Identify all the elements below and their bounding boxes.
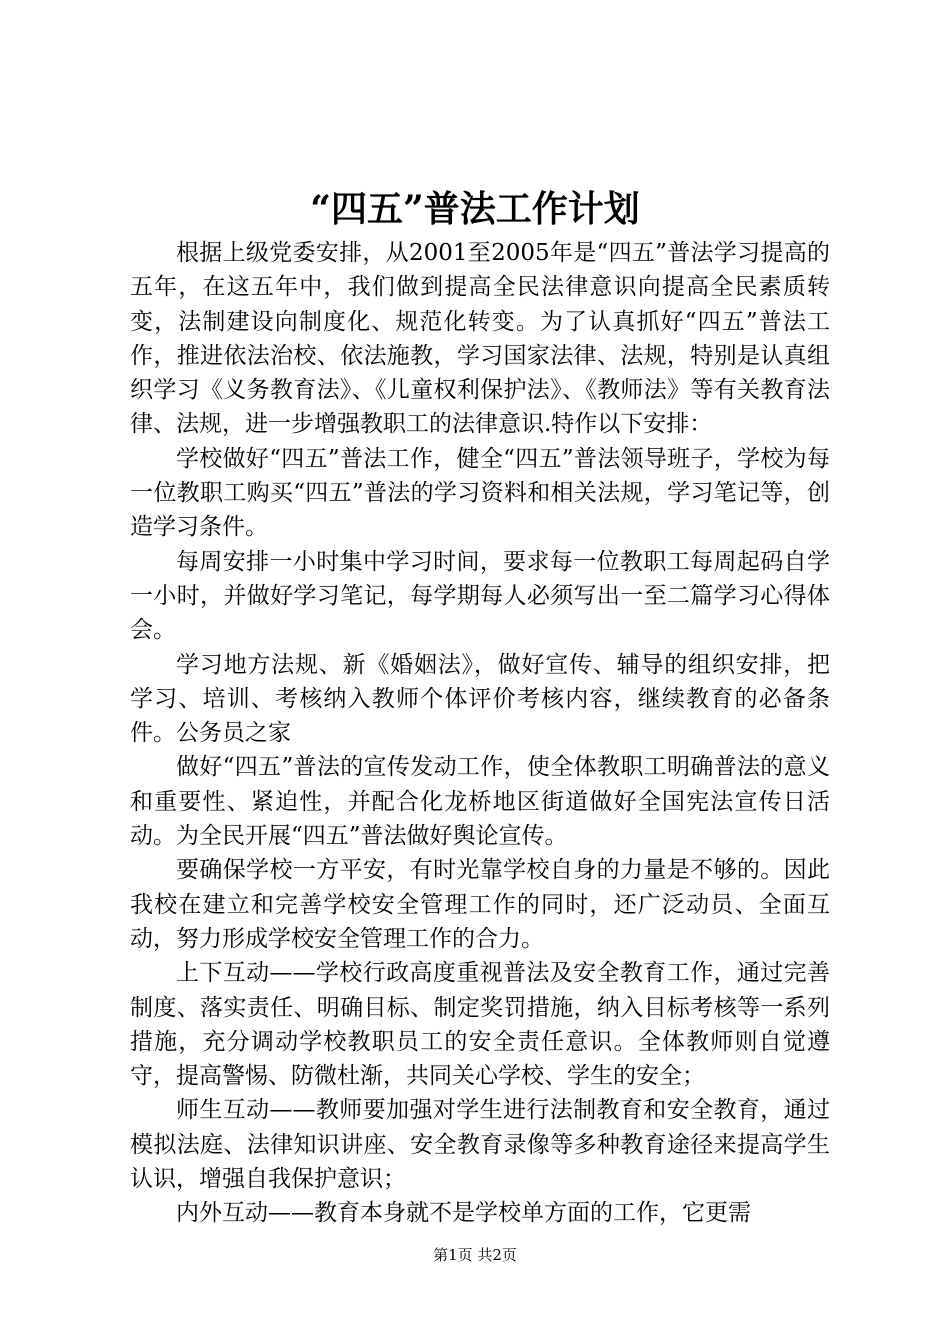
paragraph: 内外互动——教育本身就不是学校单方面的工作，它更需 [176, 1200, 751, 1227]
paragraph: 上下互动——学校行政高度重视普法及安全教育工作，通过完善制度、落实责任、明确目标、制定奖罚措施，纳入目标考核等一系列措施，充分调动学校教职员工的安全责任意识。全体教师则自觉遵守，提高警惕、防微杜渐，共同关心学校、学生的安全； [130, 960, 830, 1090]
paragraph: 要确保学校一方平安，有时光靠学校自身的力量是不够的。因此我校在建立和完善学校安全管理工作的同时，还广泛动员、全面互动，努力形成学校安全管理工作的合力。 [130, 857, 830, 952]
document-body [130, 236, 830, 1231]
paragraph: 做好“四五”普法的宣传发动工作，使全体教职工明确普法的意义和重要性、紧迫性，并配合化龙桥地区街道做好全国宪法宣传日活动。为全民开展“四五”普法做好舆论宣传。 [130, 754, 830, 850]
paragraph: 学习地方法规、新《婚姻法》，做好宣传、辅导的组织安排，把学习、培训、考核纳入教师个体评价考核内容，继续教育的必备条件。公务员之家 [130, 651, 830, 747]
paragraph: 根据上级党委安排，从2001至2005年是“四五”普法学习提高的五年，在这五年中，我们做到提高全民法律意识向提高全民素质转变，法制建设向制度化、规范化转变。为了认真抓好“四五”普法工作，推进依法治校、依法施教，学习国家法律、法规，特别是认真组织学习《义务教育法》、《儿童权利保护法》、《教师法》等有关教育法律、法规，进一步增强教职工的法律意识.特作以下安排： [130, 240, 830, 438]
paragraph: 学校做好“四五”普法工作，健全“四五”普法领导班子，学校为每一位教职工购买“四五”普法的学习资料和相关法规，学习笔记等，创造学习条件。 [130, 445, 830, 541]
paragraph: 每周安排一小时集中学习时间，要求每一位教职工每周起码自学一小时，并做好学习笔记，每学期每人必须写出一至二篇学习心得体会。 [130, 548, 830, 644]
page-number-footer: 第1页 共2页 [433, 1246, 517, 1264]
paragraph: 师生互动——教师要加强对学生进行法制教育和安全教育，通过模拟法庭、法律知识讲座、安全教育录像等多种教育途径来提高学生认识，增强自我保护意识； [130, 1097, 830, 1193]
document-title: “四五”普法工作计划 [310, 188, 640, 230]
